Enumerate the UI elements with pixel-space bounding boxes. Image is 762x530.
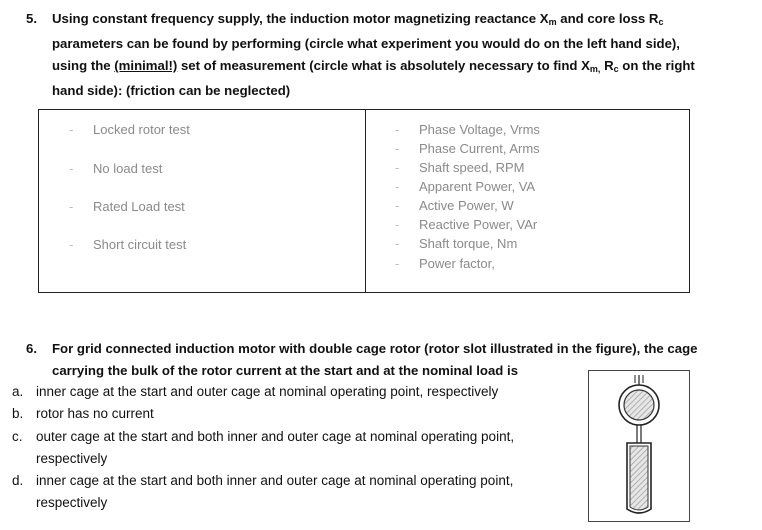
question-6-number: 6. <box>26 341 37 356</box>
answer-b[interactable]: b. rotor has no current <box>12 406 154 421</box>
measurement-option[interactable]: - Active Power, W <box>395 198 514 213</box>
measurement-option[interactable]: - Shaft torque, Nm <box>395 236 518 251</box>
measurement-option[interactable]: - Phase Current, Arms <box>395 141 540 156</box>
measurement-option[interactable]: - Power factor, <box>395 256 495 271</box>
options-table <box>38 109 690 293</box>
double-cage-rotor-slot-icon <box>589 371 689 521</box>
question-5-number: 5. <box>26 11 37 26</box>
question-5-text: Using constant frequency supply, the induction motor magnetizing reactance $X_m$ and core loss $R_c$ parameters can be found by performing (circle what experiment you would do on the left hand side), using the (minimal!) set of measurement (circle what is absolutely necessary to find $X_{m,}$ $R_c$ on the right hand side): (friction can be neglected) <box>52 11 695 98</box>
experiments-cell <box>39 110 366 293</box>
experiment-option[interactable]: - Rated Load test <box>69 199 185 214</box>
measurements-cell <box>366 110 690 293</box>
minimal-underlined: (minimal!) <box>114 58 178 73</box>
measurement-option[interactable]: - Apparent Power, VA <box>395 179 536 194</box>
rotor-slot-figure <box>588 370 690 522</box>
experiment-option[interactable]: - Locked rotor test <box>69 122 190 137</box>
question-5 <box>26 8 716 102</box>
answer-c[interactable]: c. outer cage at the start and both inner and outer cage at nominal operating point, respectively <box>12 429 515 466</box>
measurement-option[interactable]: - Reactive Power, VAr <box>395 217 538 232</box>
experiment-option[interactable]: - Short circuit test <box>69 237 187 252</box>
answer-d[interactable]: d. inner cage at the start and both inner and outer cage at nominal operating point, respectively <box>12 473 514 510</box>
measurement-option[interactable]: - Shaft speed, RPM <box>395 160 525 175</box>
answer-a[interactable]: a. inner cage at the start and outer cage at nominal operating point, respectively <box>12 384 499 399</box>
measurement-option[interactable]: - Phase Voltage, Vrms <box>395 122 540 137</box>
question-6-text: For grid connected induction motor with double cage rotor (rotor slot illustrated in the figure), the cage carrying the bulk of the rotor current at the start and at the nominal load is <box>52 341 698 378</box>
experiment-option[interactable]: - No load test <box>69 161 163 176</box>
